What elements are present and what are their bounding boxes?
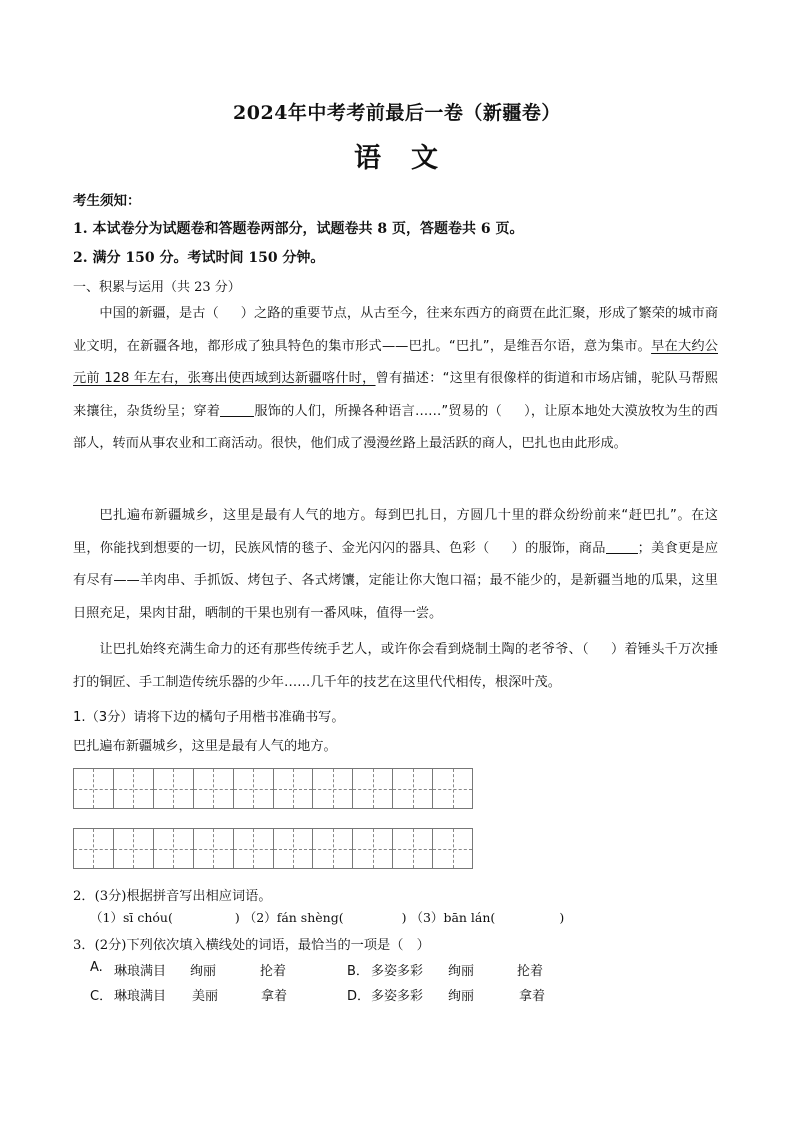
pinyin-item: （3）bān lán( )	[410, 910, 565, 925]
writing-cell[interactable]	[114, 769, 154, 808]
text: 中国的新疆，是古（	[99, 306, 219, 321]
writing-cell[interactable]	[433, 829, 473, 868]
writing-cell[interactable]	[393, 769, 433, 808]
writing-cell[interactable]	[234, 829, 274, 868]
question-1-prompt: 1.（3分）请将下边的橘句子用楷书准确书写。	[73, 710, 345, 725]
notice-heading: 考生须知：	[73, 193, 141, 209]
text: ），让原本地处大漠放牧为生的西部人，转而从事农业和工商活动。很快，他们成了漫漫丝路上最活跃的商人，巴扎也由此形成。	[73, 403, 718, 452]
fill-blank-line	[220, 403, 254, 417]
pinyin-text: fán shèng	[276, 910, 339, 925]
writing-cell[interactable]	[274, 769, 314, 808]
text: ）着锤头千万次捶打的铜匠、手工制造传统乐器的少年……几千年的技艺在这里代代相传，根深叶茂。	[73, 642, 719, 690]
option-word: 美丽	[192, 989, 219, 1004]
writing-cell[interactable]	[154, 769, 194, 808]
text: 让巴扎始终充满生命力的还有那些传统手艺人，或许你会看到烧制土陶的老爷爷、（	[99, 642, 589, 657]
item-label: （2）	[243, 910, 277, 925]
writing-cell[interactable]	[114, 829, 154, 868]
pinyin-item: （1）sī chóu( )	[90, 910, 240, 925]
option-word: 抡着	[260, 964, 287, 979]
subject-title	[0, 136, 794, 175]
pinyin-item: （2）fán shèng( )	[243, 910, 407, 925]
option-word: 拿着	[519, 989, 546, 1004]
option-letter: C．	[90, 989, 113, 1004]
writing-cell[interactable]	[234, 769, 274, 808]
question-2-prompt: 2．(3分)根据拼音写出相应词语。	[73, 889, 272, 904]
question-2-items	[90, 908, 564, 926]
item-label: （1）	[90, 910, 123, 925]
writing-cell[interactable]	[313, 829, 353, 868]
subject-char: 文	[411, 143, 440, 174]
writing-cell[interactable]	[353, 829, 393, 868]
writing-cell[interactable]	[74, 769, 114, 808]
writing-grid-row	[73, 768, 473, 809]
passage-paragraph-2	[73, 500, 718, 630]
option-word: 多姿多彩	[371, 989, 424, 1004]
notice-item: 1. 本试卷分为试题卷和答题卷两部分，试题卷共 8 页，答题卷共 6 页。	[73, 221, 524, 237]
pinyin-text: bān lán	[443, 910, 491, 925]
writing-cell[interactable]	[74, 829, 114, 868]
text: ）之路的重要节点，从古至今，往来东西方的商贾在此汇聚，形成了繁荣的城市商业文明，在新疆各地，都形成了独具特色的集市形式——巴扎。“巴扎”，是维吾尔语，意为集市。	[73, 306, 719, 354]
writing-cell[interactable]	[194, 829, 234, 868]
item-label: （3）	[410, 910, 444, 925]
passage-paragraph-1	[73, 298, 718, 461]
text: 巴扎遍布新疆城乡，这里是最有人气的地方。每到巴扎日，方圆几十里的群众纷纷前来“赶巴扎”。在这里，你能找到想要的一切，民族风情的毯子、金光闪闪的器具、色彩（	[73, 508, 718, 556]
option-word: 多姿多彩	[371, 964, 424, 979]
option-word: 拿着	[261, 989, 288, 1004]
option-word: 抡着	[517, 964, 544, 979]
exam-title: 2024年中考考前最后一卷（新疆卷）	[233, 102, 561, 124]
question-1-sentence: 巴扎遍布新疆城乡，这里是最有人气的地方。	[73, 739, 337, 754]
text: ；美食更是应有尽有——羊肉串、手抓饭、烤包子、各式烤馕，定能让你大饱口福；最不能少的，是新疆当地的瓜果，这里日照充足，果肉甘甜，晒制的干果也别有一番风味，值得一尝。	[73, 540, 719, 621]
underlined-sentence: 早在大约公元前 128 年左右，张骞出使西域到达新疆喀什时，	[73, 338, 718, 387]
pinyin-text: sī chóu	[122, 910, 168, 925]
option-word: 绚丽	[448, 964, 475, 979]
writing-cell[interactable]	[154, 829, 194, 868]
question-3-prompt: 3．(2分)下列依次填入横线处的词语，最恰当的一项是（ ）	[73, 938, 430, 953]
writing-cell[interactable]	[353, 769, 393, 808]
text: 服饰的人们，所操各种语言……”贸易的（	[254, 403, 502, 419]
writing-cell[interactable]	[274, 829, 314, 868]
option-word: 琳琅满目	[114, 989, 167, 1004]
fill-blank-line	[606, 540, 638, 554]
writing-cell[interactable]	[313, 769, 353, 808]
subject-char: 语	[354, 143, 383, 174]
notice-item: 2. 满分 150 分。考试时间 150 分钟。	[73, 250, 325, 266]
option-letter: B．	[347, 964, 369, 979]
passage-paragraph-3	[73, 634, 718, 699]
option-letter: A.	[90, 960, 103, 975]
option-letter: D．	[347, 989, 371, 1004]
writing-grid-row	[73, 828, 473, 869]
writing-cell[interactable]	[433, 769, 473, 808]
text: 曾有描述：“这里有很像样的街道和市场店铺，驼队马帮熙来攘往，杂货纷呈；穿着	[73, 371, 718, 419]
text: ）的服饰，商品	[511, 540, 606, 556]
writing-cell[interactable]	[393, 829, 433, 868]
option-word: 琳琅满目	[114, 964, 167, 979]
option-word: 绚丽	[190, 964, 217, 979]
option-word: 绚丽	[448, 989, 475, 1004]
section-heading: 一、积累与运用（共 23 分）	[73, 280, 241, 295]
writing-cell[interactable]	[194, 769, 234, 808]
